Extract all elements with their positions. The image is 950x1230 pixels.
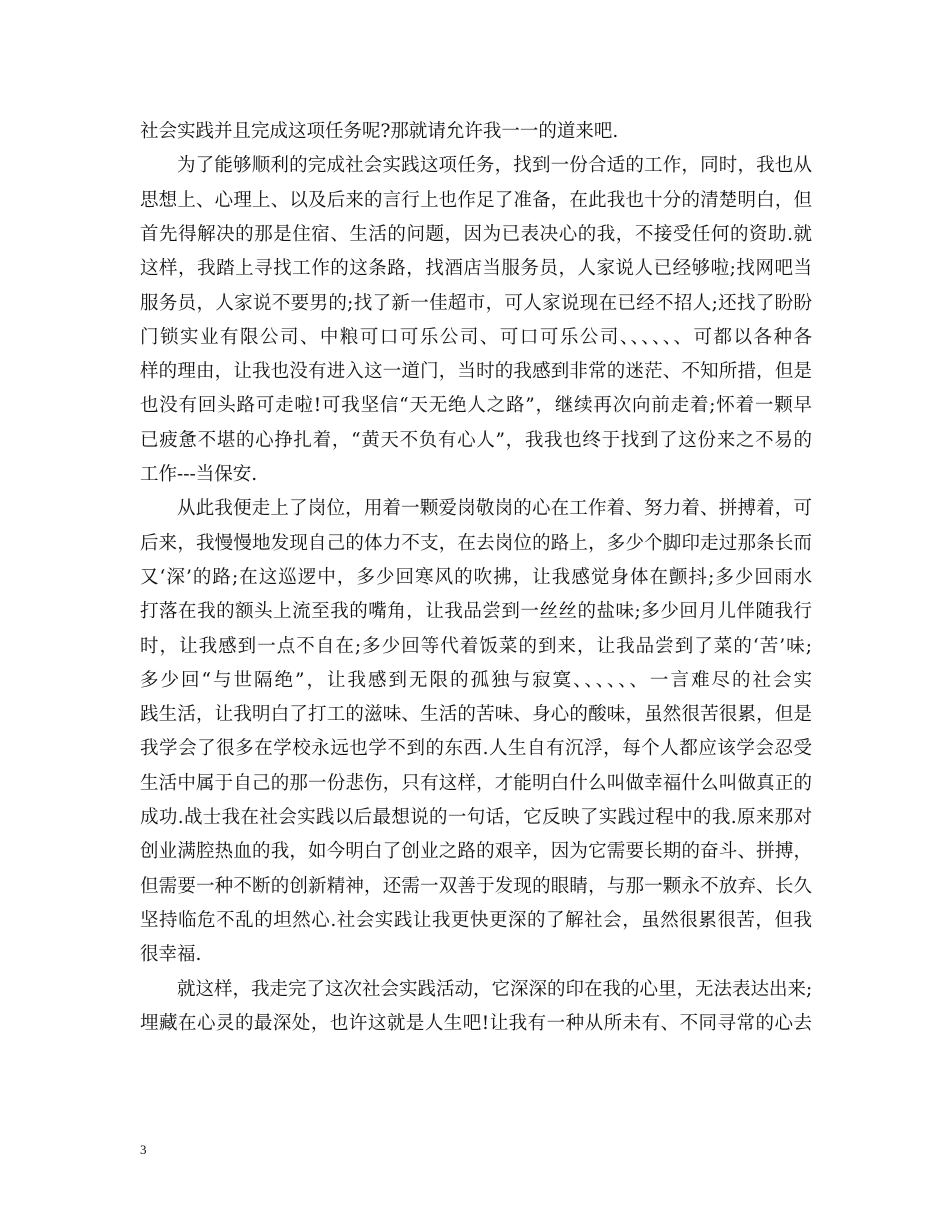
text-line: 生活中属于自己的那一份悲伤，只有这样，才能明白什么叫做幸福什么叫做真正的 xyxy=(140,772,812,794)
paragraph-first-line: 就这样，我走完了这次社会实践活动，它深深的印在我的心里，无法表达出来; xyxy=(177,978,813,1000)
text-line: 服务员，人家说不要男的;找了新一佳超市，可人家说现在已经不招人;还找了盼盼 xyxy=(140,292,812,314)
text-line: 时，让我感到一点不自在;多少回等代着饭菜的到来，让我品尝到了菜的‘苦’味; xyxy=(140,635,812,657)
text-line: 这样，我踏上寻找工作的这条路，找酒店当服务员，人家说人已经够啦;找网吧当 xyxy=(140,258,812,280)
text-line: 门锁实业有限公司、中粮可口可乐公司、可口可乐公司、、、、、、可都以各种各 xyxy=(140,326,812,348)
text-line: 工作---当保安. xyxy=(140,464,258,485)
text-line: 已疲惫不堪的心挣扎着，“黄天不负有心人”，我我也终于找到了这份来之不易的 xyxy=(140,429,812,451)
text-line: 但需要一种不断的创新精神，还需一双善于发现的眼睛，与那一颗永不放弃、长久 xyxy=(140,875,812,897)
text-line: 成功.战士我在社会实践以后最想说的一句话，它反映了实践过程中的我.原来那对 xyxy=(140,807,812,828)
text-line: 又‘深’的路;在这巡逻中，多少回寒风的吹拂，让我感觉身体在颤抖;多少回雨水 xyxy=(140,566,812,588)
text-line: 践生活，让我明白了打工的滋味、生活的苦味、身心的酸味，虽然很苦很累，但是 xyxy=(140,704,812,726)
page-number: 3 xyxy=(140,1142,147,1157)
text-line: 坚持临危不乱的坦然心.社会实践让我更快更深的了解社会，虽然很累很苦，但我 xyxy=(140,909,812,931)
text-line: 首先得解决的那是住宿、生活的问题，因为已表决心的我，不接受任何的资助.就 xyxy=(140,223,812,245)
paragraph-first-line: 从此我便走上了岗位，用着一颗爱岗敬岗的心在工作着、努力着、拼搏着，可 xyxy=(177,498,812,520)
paragraph-first-line: 为了能够顺利的完成社会实践这项任务，找到一份合适的工作，同时，我也从 xyxy=(177,155,812,177)
text-line: 很幸福. xyxy=(140,944,202,966)
text-line: 后来，我慢慢地发现自己的体力不支，在去岗位的路上，多少个脚印走过那条长而 xyxy=(140,532,812,554)
text-line: 思想上、心理上、以及后来的言行上也作足了准备，在此我也十分的清楚明白，但 xyxy=(140,189,812,211)
text-line: 创业满腔热血的我，如今明白了创业之路的艰辛，因为它需要长期的奋斗、拼搏， xyxy=(140,841,812,863)
text-line: 埋藏在心灵的最深处，也许这就是人生吧!让我有一种从所未有、不同寻常的心去 xyxy=(140,1012,812,1034)
text-line: 社会实践并且完成这项任务呢?那就请允许我一一的道来吧. xyxy=(140,121,619,142)
text-line: 打落在我的额头上流至我的嘴角，让我品尝到一丝丝的盐味;多少回月儿伴随我行 xyxy=(140,601,812,623)
text-line: 多少回“与世隔绝”，让我感到无限的孤独与寂寞、、、、、、一言难尽的社会实 xyxy=(140,669,812,691)
text-line: 我学会了很多在学校永远也学不到的东西.人生自有沉浮，每个人都应该学会忍受 xyxy=(140,738,812,760)
text-line: 也没有回头路可走啦!可我坚信“天无绝人之路”，继续再次向前走着;怀着一颗早 xyxy=(140,395,812,417)
text-line: 样的理由，让我也没有进入这一道门，当时的我感到非常的迷茫、不知所措，但是 xyxy=(140,361,812,383)
